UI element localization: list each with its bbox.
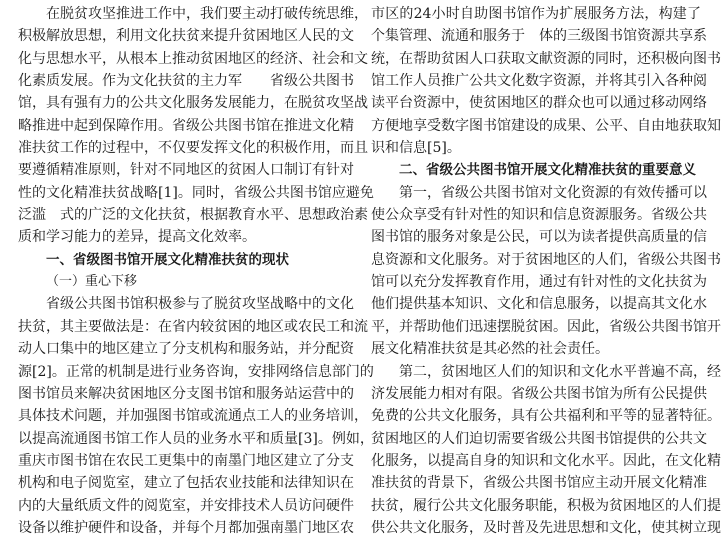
text-line: 图书馆员来解决贫困地区分支图书馆和服务站运营中的 (18, 385, 354, 402)
text-line: 他们提供基本知识、文化和信息服务，以提高其文化水 (371, 296, 707, 313)
text-line: 第一，省级公共图书馆对文化资源的有效传播可以 (399, 184, 707, 201)
section-heading: 一、省级图书馆开展文化精准扶贫的现状 (46, 251, 289, 268)
text-line: 具体技术问题，并加强图书馆或流通点工人的业务培训， (18, 408, 368, 425)
text-line: 市区的24小时自助图书馆作为扩展服务方法，构建了 (371, 6, 701, 22)
text-line: 方便地享受数字图书馆建设的成果、公平、自由地获取知 (371, 117, 721, 134)
text-line: 化与思想水平，从根本上推动贫困地区的经济、社会和文 (18, 50, 368, 67)
text-line: 质和学习能力的差异，提高文化效率。 (18, 229, 256, 246)
text-line: 设备以维护硬件和设备，并每个月都加强南墨门地区农 (18, 519, 354, 536)
text-line: 省级公共图书馆积极参与了脱贫攻坚战略中的文化 (46, 296, 354, 313)
text-line: 馆可以充分发挥教育作用，通过有针对性的文化扶贫为 (371, 274, 707, 291)
text-line: 要遵循精准原则，针对不同地区的贫困人口制订有针对 (18, 162, 354, 179)
text-line: 展文化精准扶贫是其必然的社会责任。 (371, 341, 609, 358)
subsection-heading: （一）重心下移 (46, 274, 138, 290)
text-line: 第二，贫困地区人们的知识和文化水平普遍不高，经 (399, 363, 721, 380)
text-line: 平，并帮助他们迅速摆脱贫困。因此，省级公共图书馆开 (371, 318, 721, 335)
text-line: 识和信息[5]。 (371, 140, 461, 157)
text-line: 内的大量纸质文件的阅览室，并安排技术人员访问硬件 (18, 497, 354, 514)
text-line: 贫困地区的人们迫切需要省级公共图书馆提供的公共文 (371, 430, 707, 447)
text-line: 读平台资源中，使贫困地区的群众也可以通过移动网络 (371, 95, 707, 112)
text-line: 扶贫，履行公共文化服务职能，积极为贫困地区的人们提 (371, 497, 721, 514)
text-line: 机构和电子阅览室，建立了包括农业技能和法律知识在 (18, 475, 354, 492)
text-line: 以提高流通图书馆工作人员的业务水平和质量[3]。例如， (18, 430, 374, 447)
text-line: 息资源和文化服务。对于贫困地区的人们，省级公共图书 (371, 251, 721, 268)
text-line: 略推进中起到保障作用。省级公共图书馆在推进文化精 (18, 117, 354, 134)
text-line: 泛滥 式的广泛的文化扶贫，根据教育水平、思想政治素 (18, 207, 368, 224)
left-column (18, 3, 374, 536)
text-line: 性的文化精准扶贫战略[1]。同时，省级公共图书馆应避免 (18, 184, 374, 201)
text-line: 免费的公共文化服务，具有公共福利和平等的显著特征。 (371, 408, 721, 425)
section-heading: 二、省级公共图书馆开展文化精准扶贫的重要意义 (399, 162, 696, 179)
text-line: 供公共文化服务，及时普及先进思想和文化，使其树立现 (371, 519, 721, 536)
text-line: 重庆市图书馆在农民工更集中的南墨门地区建立了分支 (18, 452, 354, 469)
text-line: 准扶贫的背景下，省级公共图书馆应主动开展文化精准 (371, 475, 707, 492)
text-line: 在脱贫攻坚推进工作中，我们要主动打破传统思维， (46, 6, 368, 22)
text-line: 图书馆的服务对象是公民，可以为读者提供高质量的信 (371, 229, 707, 246)
text-line: 馆工作人员推广公共文化数字资源，并将其引入各种阅 (371, 73, 707, 90)
text-line: 使公众享受有针对性的知识和信息资源服务。省级公共 (371, 207, 707, 224)
text-line: 动人口集中的地区建立了分支机构和服务站，并分配资 (18, 341, 354, 358)
text-line: 化服务，以提高自身的知识和文化水平。因此，在文化精 (371, 452, 721, 469)
text-line: 馆，具有强有力的公共文化服务发展能力，在脱贫攻坚战 (18, 95, 368, 112)
text-line: 积极解放思想，利用文化扶贫来提升贫困地区人民的文 (18, 28, 354, 45)
right-column (371, 3, 721, 536)
text-line: 个集管理、流通和服务于 体的三级图书馆资源共享系 (371, 28, 707, 45)
text-line: 准扶贫工作的过程中，不仅要发挥文化的积极作用，而且 (18, 140, 368, 157)
text-line: 化素质发展。作为文化扶贫的主力军 省级公共图书 (18, 73, 354, 90)
text-line: 统，在帮助贫困人口获取文献资源的同时，还积极向图书 (371, 50, 721, 67)
text-line: 扶贫，其主要做法是：在省内较贫困的地区或农民工和流 (18, 318, 368, 335)
text-line: 源[2]。正常的机制是进行业务咨询，安排网络信息部门的 (18, 363, 374, 380)
text-line: 济发展能力相对有限。省级公共图书馆为所有公民提供 (371, 385, 707, 402)
